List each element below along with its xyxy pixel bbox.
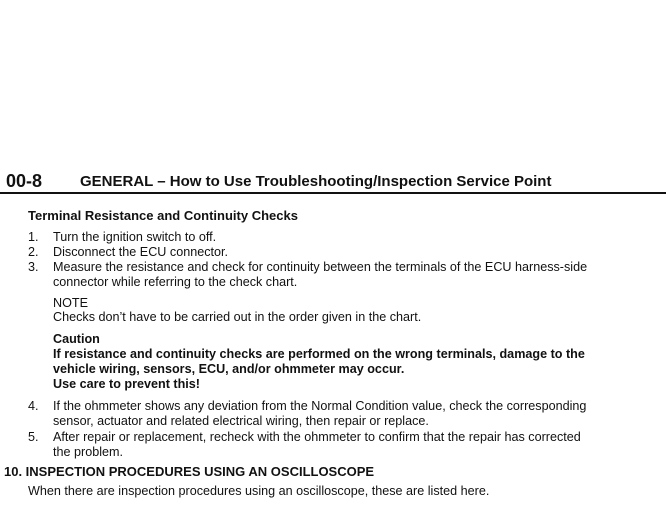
step-text-line-2: sensor, actuator and related electrical wiring, then repair or replace. [53,414,429,428]
step-text-line-2: connector while referring to the check chart. [53,275,298,289]
step-number: 1. [28,230,39,244]
step-text-line-1: Measure the resistance and check for continuity between the terminals of the ECU harness-side [53,260,588,274]
step-text-line-1: If the ohmmeter shows any deviation from the Normal Condition value, check the corresponding [53,399,587,413]
section-title-terminal-checks: Terminal Resistance and Continuity Checks [28,208,298,223]
step-text-line-2: the problem. [53,445,124,459]
header-divider [0,192,666,194]
step-number: 3. [28,260,39,274]
caution-label: Caution [53,332,100,346]
step-text: Turn the ignition switch to off. [53,230,217,244]
caution-text-line-2: vehicle wiring, sensors, ECU, and/or ohmmeter may occur. [53,362,405,376]
page-title: GENERAL – How to Use Troubleshooting/Inspection Service Point [80,173,552,190]
note-text: Checks don’t have to be carried out in the order given in the chart. [53,310,422,324]
oscilloscope-text: When there are inspection procedures using an oscilloscope, these are listed here. [28,484,490,498]
step-text-line-1: After repair or replacement, recheck with the ohmmeter to confirm that the repair has corrected [53,430,581,444]
page-number: 00-8 [6,171,43,191]
step-number: 4. [28,399,39,413]
step-number: 5. [28,430,39,444]
note-label: NOTE [53,296,88,310]
step-text: Disconnect the ECU connector. [53,245,229,259]
section-title-oscilloscope: 10. INSPECTION PROCEDURES USING AN OSCILLOSCOPE [4,464,375,479]
caution-text-line-1: If resistance and continuity checks are performed on the wrong terminals, damage to the [53,347,585,361]
caution-text-line-3: Use care to prevent this! [53,377,200,391]
step-number: 2. [28,245,39,259]
